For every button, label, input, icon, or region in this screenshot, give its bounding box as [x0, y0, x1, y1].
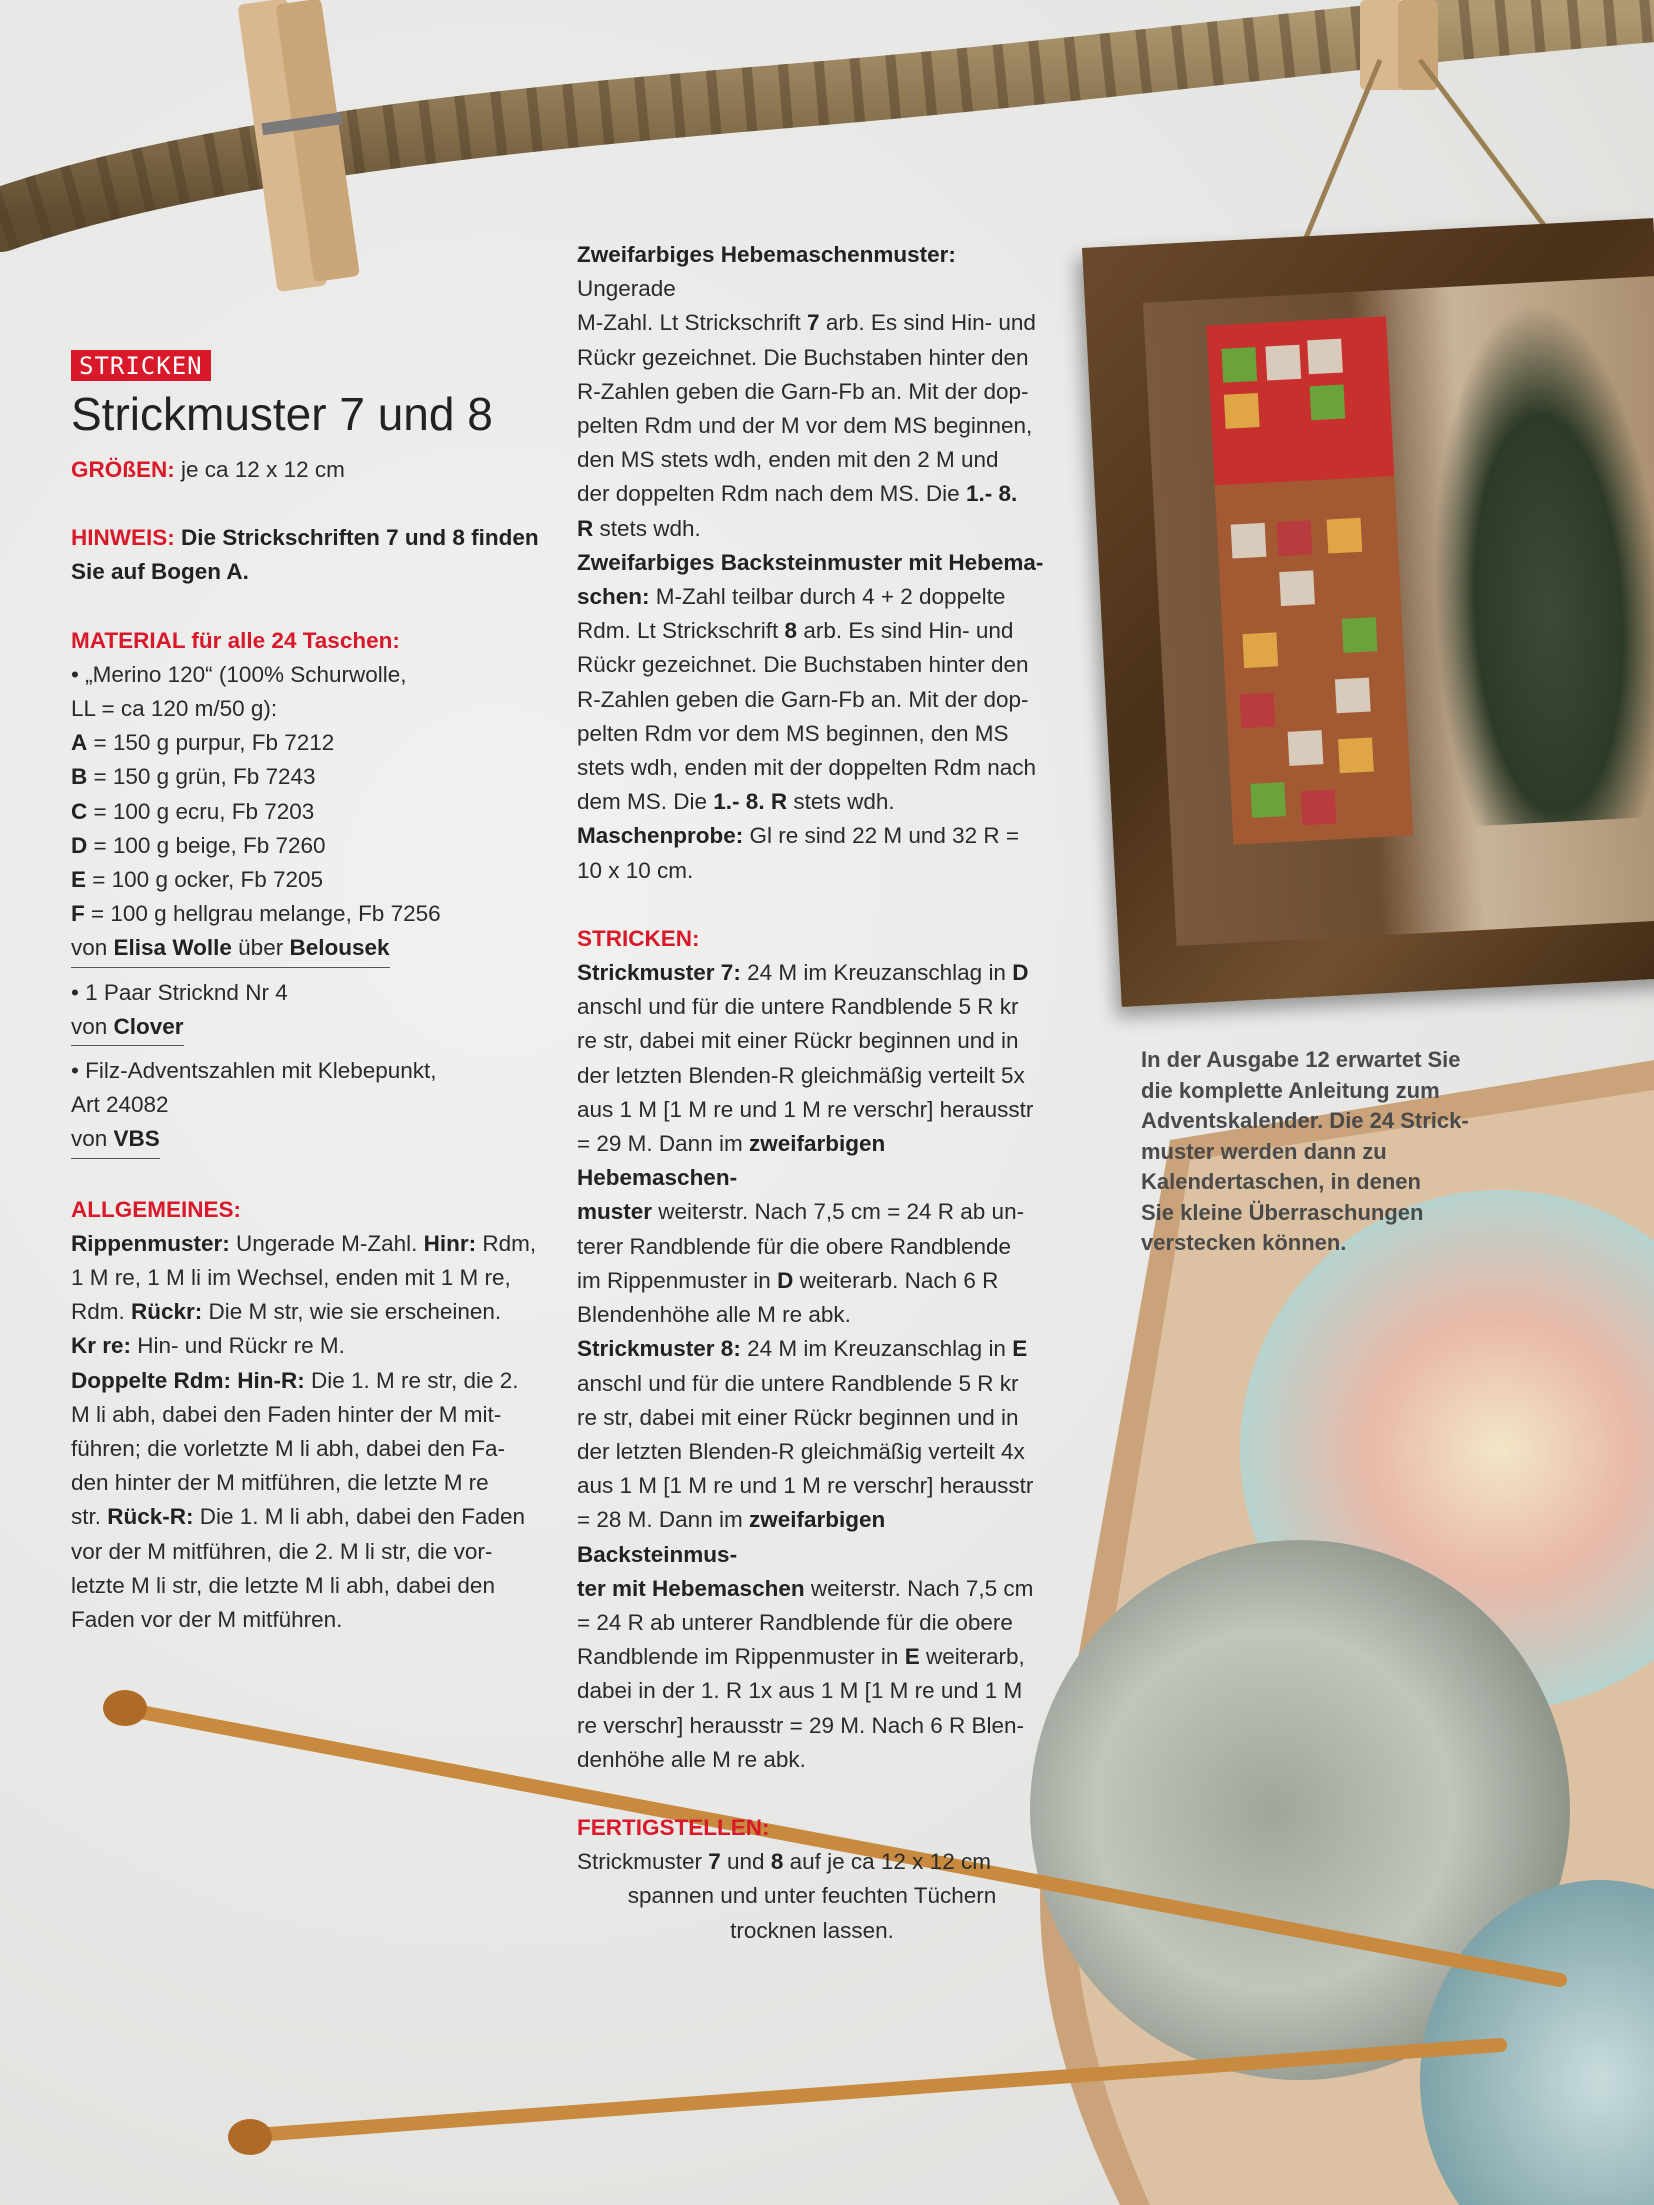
needles-line: • 1 Paar Stricknd Nr 4: [71, 979, 288, 1005]
text-line: M-Zahl. Lt Strickschrift 7 arb. Es sind Hin- und: [577, 310, 1036, 336]
text-line: aus 1 M [1 M re und 1 M re verschr] herausstr: [577, 1096, 1034, 1122]
text-line: = 28 M. Dann im zweifarbigen Backsteinmus-: [577, 1507, 886, 1567]
text-line: Kr re: Hin- und Rückr re M.: [71, 1333, 345, 1359]
text-line: aus 1 M [1 M re und 1 M re verschr] herausstr: [577, 1473, 1034, 1499]
yarn-line: • „Merino 120“ (100% Schurwolle,: [71, 661, 407, 687]
yarn-color-item: F = 100 g hellgrau melange, Fb 7256: [71, 901, 441, 927]
column-middle: [577, 238, 1047, 1948]
text-line: denhöhe alle M re abk.: [577, 1746, 806, 1772]
text-line: führen; die vorletzte M li abh, dabei den Fa-: [71, 1436, 505, 1462]
text-line: Strickmuster 7 und 8 auf je ca 12 x 12 cm: [577, 1849, 991, 1875]
picture-frame-photo: [1082, 218, 1654, 1007]
text-line: muster weiterstr. Nach 7,5 cm = 24 R ab un-: [577, 1199, 1025, 1225]
knitting-needle-lower-icon: [228, 2045, 1500, 2155]
text-line: dem MS. Die 1.- 8. R stets wdh.: [577, 789, 895, 815]
frame-photo-content: [1143, 276, 1654, 946]
text-line: stets wdh, enden mit der doppelten Rdm nach: [577, 755, 1037, 781]
strickmuster8-text: [577, 1332, 1047, 1777]
yarn-source: von Elisa Wolle über Belousek: [71, 931, 541, 967]
note-line: Kalendertaschen, in denen: [1141, 1169, 1421, 1194]
allgemeines-text: [71, 1227, 541, 1637]
text-line: anschl und für die untere Randblende 5 R kr: [577, 994, 1019, 1020]
yarn-color-item: E = 100 g ocker, Fb 7205: [71, 867, 324, 893]
text-line: Strickmuster 8: 24 M im Kreuzanschlag in E: [577, 1336, 1028, 1362]
text-line: Rückr gezeichnet. Die Buchstaben hinter den: [577, 652, 1029, 678]
text-line: Maschenprobe: Gl re sind 22 M und 32 R =: [577, 823, 1020, 849]
text-line: 1 M re, 1 M li im Wechsel, enden mit 1 M re,: [71, 1265, 511, 1291]
text-line: str. Rück-R: Die 1. M li abh, dabei den Faden: [71, 1504, 525, 1530]
text-line: Zweifarbiges Backsteinmuster mit Hebema-: [577, 549, 1044, 575]
material-heading: MATERIAL für alle 24 Taschen:: [71, 627, 400, 653]
text-line: Strickmuster 7: 24 M im Kreuzanschlag in D: [577, 960, 1029, 986]
text-line: Blendenhöhe alle M re abk.: [577, 1302, 851, 1328]
felt-line: • Filz-Adventszahlen mit Klebepunkt,: [71, 1058, 437, 1084]
text-line: Rdm. Rückr: Die M str, wie sie erscheinen.: [71, 1299, 502, 1325]
text-line: der letzten Blenden-R gleichmäßig verteilt 4x: [577, 1438, 1025, 1464]
text-line: ter mit Hebemaschen weiterstr. Nach 7,5 cm: [577, 1575, 1034, 1601]
text-line: re verschr] herausstr = 29 M. Nach 6 R Blen-: [577, 1712, 1025, 1738]
note-line: verstecken können.: [1141, 1230, 1347, 1255]
allgemeines-heading: ALLGEMEINES:: [71, 1196, 242, 1222]
fertigstellen-text: [577, 1845, 1047, 1948]
yarn-color-item: D = 100 g beige, Fb 7260: [71, 832, 326, 858]
stricken-heading: STRICKEN:: [577, 925, 700, 951]
maschenprobe-text: [577, 819, 1047, 887]
christmas-tree-icon: [1418, 296, 1654, 827]
hebemaschen-text: [577, 238, 1047, 546]
fertigstellen-heading: FERTIGSTELLEN:: [577, 1814, 770, 1840]
advent-calendar-icon: [1206, 316, 1413, 845]
note-line: muster werden dann zu: [1141, 1138, 1387, 1164]
text-line: der doppelten Rdm nach dem MS. Die 1.- 8.: [577, 481, 1018, 507]
text-line: pelten Rdm vor dem MS beginnen, den MS: [577, 720, 1009, 746]
text-line: pelten Rdm und der M vor dem MS beginnen,: [577, 413, 1033, 439]
text-line: schen: M-Zahl teilbar durch 4 + 2 doppelte: [577, 584, 1006, 610]
text-line: der letzten Blenden-R gleichmäßig verteilt 5x: [577, 1062, 1025, 1088]
groessen: GRÖßEN: je ca 12 x 12 cm: [71, 457, 345, 482]
backstein-text: [577, 546, 1047, 820]
text-line: trocknen lassen.: [730, 1917, 894, 1943]
hinweis: HINWEIS: Die Strickschriften 7 und 8 finden: [71, 525, 539, 551]
felt-source: von VBS: [71, 1122, 541, 1158]
text-line: anschl und für die untere Randblende 5 R kr: [577, 1370, 1019, 1396]
text-line: spannen und unter feuchten Tüchern: [627, 1883, 997, 1909]
text-line: den MS stets wdh, enden mit den 2 M und: [577, 447, 999, 473]
yarn-color-item: C = 100 g ecru, Fb 7203: [71, 798, 315, 824]
strickmuster7-text: [577, 956, 1047, 1332]
text-line: = 29 M. Dann im zweifarbigen Hebemaschen-: [577, 1131, 886, 1191]
text-line: im Rippenmuster in D weiterarb. Nach 6 R: [577, 1267, 999, 1293]
text-line: R stets wdh.: [577, 515, 701, 541]
photo-caption-note: [1141, 1045, 1501, 1259]
text-line: Rdm. Lt Strickschrift 8 arb. Es sind Hin- und: [577, 618, 1014, 644]
page-title: Strickmuster 7 und 8: [71, 388, 493, 440]
text-line: den hinter der M mitführen, die letzte M re: [71, 1470, 489, 1496]
yarn-color-list: [71, 726, 541, 931]
text-line: R-Zahlen geben die Garn-Fb an. Mit der dop-: [577, 686, 1029, 712]
text-line: letzte M li str, die letzte M li abh, dabei den: [71, 1572, 495, 1598]
column-left: STRICKEN Strickmuster 7 und 8 GRÖßEN: je ca 12 x 12 cm HINWEIS: Die Strickschriften 7 und 8 finden Sie auf Bogen A. MATERIAL für alle 24 Taschen: • „Merino 120“ (100% Schurwolle, LL = ca 120 m/50 g): A = 150 g purpur, Fb 7212 B = 150 g grün, Fb 7243 C = 100 g ecru, Fb 7203 D = 100 g beige, Fb 7260 E = 100 g ocker, Fb 7205 F = 100 g hellgrau melange, Fb 7256 von Elisa Wolle über Belousek • 1 Paar Stricknd Nr 4 von Clover • Filz-Adventszahlen mit Klebepunkt, Art 24082 von VBS ALLGEMEINES: Rippenmuster: Ungerade M-Zahl. Hinr: Rdm, 1 M re, 1 M li im Wechsel, enden mit 1 M re, Rdm. Rückr: Die M str, wie sie erscheinen. Kr re: Hin- und Rückr re M. Doppelte Rdm: Hin-R: Die 1. M re str, die 2. M li abh, dabei den Faden hinter der M mit- führen; die vorletzte M li abh, dabei den Fa- den hinter der M mitführen, die letzte M re str. Rück-R: Die 1. M li abh, dabei den Faden vor der M mitführen, die 2. M li str, die vor- letzte M li str, die letzte M li abh, dabei den Faden vor der M mitführen.: [71, 350, 541, 1637]
text-line: Randblende im Rippenmuster in E weiterarb,: [577, 1644, 1025, 1670]
text-line: terer Randblende für die obere Randblende: [577, 1233, 1012, 1259]
text-line: Doppelte Rdm: Hin-R: Die 1. M re str, die 2.: [71, 1367, 519, 1393]
text-line: = 24 R ab unterer Randblende für die obere: [577, 1609, 1013, 1635]
note-line: Sie kleine Überraschungen: [1141, 1199, 1424, 1225]
section-tag: STRICKEN: [71, 350, 211, 381]
note-line: Adventskalender. Die 24 Strick-: [1141, 1108, 1469, 1133]
text-line: re str, dabei mit einer Rückr beginnen und in: [577, 1404, 1019, 1430]
text-line: 10 x 10 cm.: [577, 857, 694, 883]
text-line: M li abh, dabei den Faden hinter der M mit-: [71, 1401, 502, 1427]
note-line: In der Ausgabe 12 erwartet Sie: [1141, 1047, 1461, 1072]
yarn-color-item: B = 150 g grün, Fb 7243: [71, 764, 316, 790]
note-line: die komplette Anleitung zum: [1141, 1077, 1440, 1103]
text-line: Rückr gezeichnet. Die Buchstaben hinter den: [577, 344, 1029, 370]
text-line: dabei in der 1. R 1x aus 1 M [1 M re und 1 M: [577, 1678, 1023, 1704]
text-line: Zweifarbiges Hebemaschenmuster: Ungerade: [577, 242, 956, 302]
needles-source: von Clover: [71, 1010, 541, 1046]
text-line: Rippenmuster: Ungerade M-Zahl. Hinr: Rdm,: [71, 1230, 537, 1256]
text-line: re str, dabei mit einer Rückr beginnen und in: [577, 1028, 1019, 1054]
text-line: vor der M mitführen, die 2. M li str, die vor-: [71, 1538, 493, 1564]
text-line: R-Zahlen geben die Garn-Fb an. Mit der dop-: [577, 378, 1029, 404]
yarn-color-item: A = 150 g purpur, Fb 7212: [71, 730, 335, 756]
text-line: Faden vor der M mitführen.: [71, 1607, 343, 1633]
